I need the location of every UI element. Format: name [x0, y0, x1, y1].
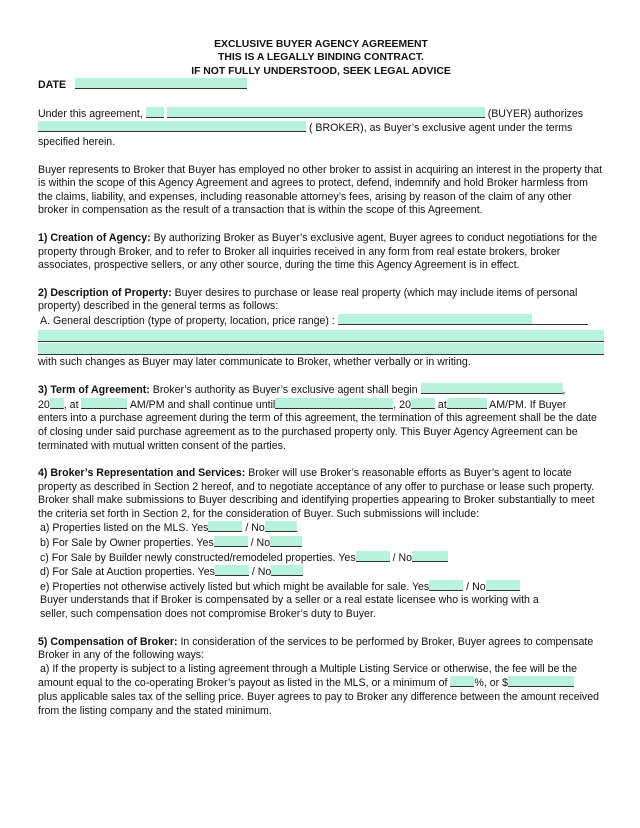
section-1-heading: 1) Creation of Agency:: [38, 231, 151, 244]
compensation-a-line-1: a) If the property is subject to a listing agreement through a Multiple Listing Service or otherwise, the fee will be the: [40, 662, 578, 675]
intro-line-3: specified herein.: [38, 136, 116, 148]
section-1: [38, 232, 604, 273]
year-prefix-2: , 20: [393, 398, 411, 411]
year-prefix: 20: [38, 398, 50, 411]
buyer-name-field-a[interactable]: [146, 107, 164, 118]
continue-text: AM/PM and shall continue until: [129, 398, 276, 411]
general-description-field[interactable]: [338, 314, 532, 325]
item-b-no-label: / No: [247, 537, 271, 550]
item-d-no-label: / No: [248, 566, 272, 579]
description-field-line-3[interactable]: [38, 343, 604, 355]
broker-name-field[interactable]: [38, 121, 306, 132]
intro-text: Under this agreement,: [38, 107, 143, 120]
represents-paragraph: Buyer represents to Broker that Buyer has employed no other broker to assist in acquiring an interest in the property that is within the scope of this Agency Agreement and agrees to protect, defend, indemnify and hold Broker harmless from the claims, liability, and expenses, including reasonable attorney’s fees, arising by reason of the claim of any other broker in compensation as the result of a transaction that is within the scope of this Agreement.: [38, 163, 603, 217]
section-4-text: Broker will use Broker’s reasonable efforts as Buyer’s agent to locate property as described in Section 2 hereof, and to negotiate acceptance of any offer to purchase or lease such property. Broker shall make submissions to Buyer describing and identifying properties appearing to Broker substantially to meet the criteria set forth in Section 2, for the consideration of Buyer. Such submissions will include:: [38, 467, 595, 520]
item-c-label: c) For Sale by Builder newly constructed/remodeled properties. Yes: [40, 551, 356, 564]
understands-line-1: Buyer understands that if Broker is compensated by a seller or a real estate licensee who is working with a: [40, 594, 539, 607]
item-b-yes-field[interactable]: [214, 536, 248, 547]
section-4-heading: 4) Broker’s Representation and Services:: [38, 467, 246, 480]
item-a-no-label: / No: [242, 522, 265, 535]
item-e-yes-field[interactable]: [429, 580, 463, 591]
section-3-line-1: [38, 383, 604, 398]
item-a-no-field[interactable]: [265, 521, 297, 532]
item-c-yes-field[interactable]: [356, 551, 390, 562]
date-label: DATE: [38, 79, 67, 92]
section-2-heading: 2) Description of Property:: [38, 286, 172, 299]
item-e-label: e) Properties not otherwise actively listed but which might be available for sale. Yes: [40, 580, 430, 593]
section-4: [38, 467, 604, 521]
intro-line-2: [38, 121, 604, 136]
section-3-text: Broker’s authority as Buyer’s exclusive agent shall begin: [152, 384, 418, 397]
item-a-yes-field[interactable]: [208, 521, 242, 532]
intro-line-1: [38, 107, 604, 122]
section-5-text: In consideration of the services to be performed by Broker, Buyer agrees to compensate Broker in any of the following ways:: [38, 635, 594, 662]
document-page: [38, 38, 604, 718]
section-2: [38, 287, 604, 314]
compensation-a-line-3: plus applicable sales tax of the selling price. Buyer agrees to pay to Broker any difference between the amount received from the listing company and the stated minimum.: [38, 691, 600, 717]
section-3-line-2: [38, 398, 604, 413]
title-line-1: EXCLUSIVE BUYER AGENCY AGREEMENT: [214, 39, 428, 50]
begin-year-field[interactable]: [50, 398, 64, 409]
date-row: [38, 78, 604, 93]
begin-date-field[interactable]: [421, 383, 563, 394]
submission-item-b: [38, 536, 604, 551]
understands-line-2: seller, such compensation does not compromise Broker’s duty to Buyer.: [40, 608, 376, 621]
at-text: , at: [63, 398, 79, 411]
end-time-field[interactable]: [447, 398, 487, 409]
submission-item-d: [38, 565, 604, 580]
date-field[interactable]: [75, 78, 247, 89]
minimum-amount-field[interactable]: [508, 676, 574, 687]
item-d-label: d) For Sale at Auction properties. Yes: [40, 566, 215, 579]
description-field-line-2[interactable]: [38, 330, 604, 342]
section-3-rest: enters into a purchase agreement during the term of this agreement, the termination of this agreement shall be the date of closing under said purchase agreement as to the purchased property only. This Buyer Agency Agreement can be terminated with mutual written consent of the parties.: [38, 412, 597, 452]
end-year-field[interactable]: [411, 398, 435, 409]
item-e-no-label: / No: [463, 580, 486, 593]
broker-suffix: ( BROKER), as Buyer’s exclusive agent under the terms: [308, 122, 573, 135]
compensation-a-line-2: [38, 676, 604, 691]
item-b-label: b) For Sale by Owner properties. Yes: [40, 537, 214, 550]
item-d-yes-field[interactable]: [215, 565, 249, 576]
item-c-no-label: / No: [389, 551, 412, 564]
general-description-label: A. General description (type of property, location, price range) :: [40, 314, 335, 327]
section-1-text: By authorizing Broker as Buyer’s exclusive agent, Buyer agrees to conduct negotiations for the property through Broker, and to refer to Broker all inquiries received in any form from real estate brokers, broker associates, prospective sellers, or any other source, during the time this Agency Agreement is in effect.: [38, 231, 598, 272]
general-description-line: [532, 314, 588, 325]
section-5: [38, 636, 604, 663]
end-date-field[interactable]: [275, 398, 393, 409]
begin-time-field[interactable]: [81, 398, 127, 409]
compensation-a-text: amount equal to the co-operating Broker’s payout as listed in the MLS, or a minimum of: [38, 677, 448, 690]
submission-item-e: [38, 580, 604, 595]
item-d-no-field[interactable]: [271, 565, 303, 576]
item-e-no-field[interactable]: [486, 580, 520, 591]
item-b-no-field[interactable]: [270, 536, 302, 547]
section-3-heading: 3) Term of Agreement:: [38, 384, 150, 397]
title-line-3: IF NOT FULLY UNDERSTOOD, SEEK LEGAL ADVICE: [191, 65, 451, 77]
comma: ,: [562, 384, 566, 397]
section-2-text: Buyer desires to purchase or lease real property (which may include items of personal property) described in the general terms as follows:: [38, 286, 578, 313]
ampm-end-text: AM/PM. If Buyer: [489, 398, 567, 411]
percent-or-dollar: %, or $: [474, 677, 508, 690]
submission-item-a: [38, 521, 604, 536]
general-description-row: [38, 314, 604, 329]
submission-item-c: [38, 551, 604, 566]
at-text-2: at: [437, 398, 447, 411]
title-line-2: THIS IS A LEGALLY BINDING CONTRACT.: [218, 52, 424, 64]
section-2-after: with such changes as Buyer may later communicate to Broker, whether verbally or in writing.: [38, 355, 471, 368]
buyer-suffix: (BUYER) authorizes: [487, 107, 584, 120]
section-5-heading: 5) Compensation of Broker:: [38, 635, 178, 648]
minimum-percent-field[interactable]: [450, 676, 474, 687]
buyer-name-field[interactable]: [167, 107, 485, 118]
item-a-label: a) Properties listed on the MLS. Yes: [40, 522, 209, 535]
item-c-no-field[interactable]: [412, 551, 448, 562]
